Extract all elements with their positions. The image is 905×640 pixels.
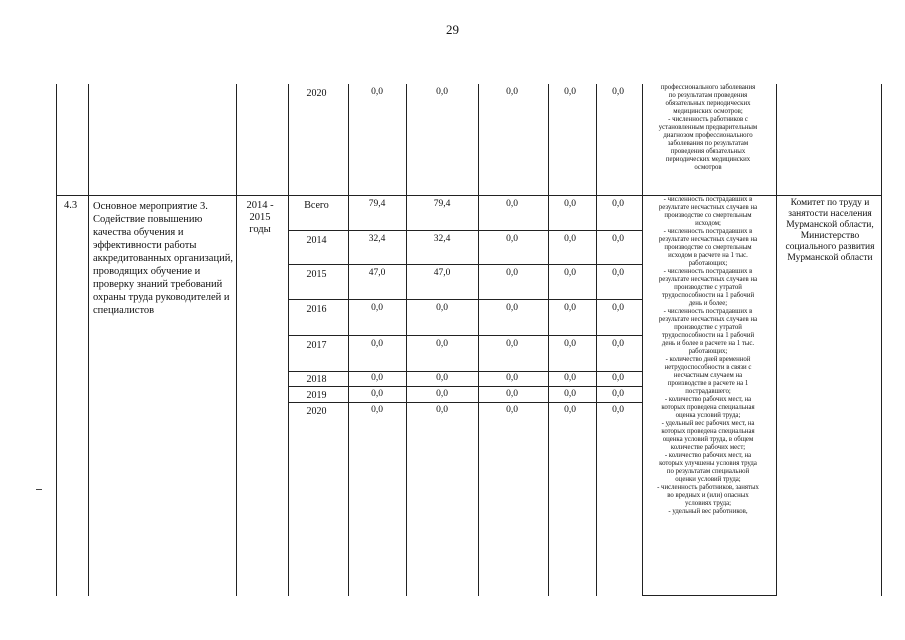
value-cell: 0,0 (436, 405, 448, 415)
period-label: годы (249, 224, 271, 235)
value-cell: 79,4 (368, 199, 386, 209)
value-cell: 32,4 (433, 234, 451, 244)
value-cell: 0,0 (436, 87, 448, 97)
col-border (776, 84, 777, 596)
value-cell: 47,0 (368, 268, 386, 278)
value-cell: 0,0 (371, 339, 383, 349)
year-label: Всего (304, 200, 329, 211)
program-table (56, 84, 882, 596)
col-border (236, 84, 237, 596)
value-cell: 0,0 (564, 339, 576, 349)
value-cell: 0,0 (371, 87, 383, 97)
value-cell: 0,0 (506, 389, 518, 399)
value-cell: 0,0 (564, 268, 576, 278)
year-separator (288, 386, 642, 387)
year-separator (288, 230, 642, 231)
col-border (406, 84, 407, 596)
value-cell: 0,0 (564, 303, 576, 313)
table-bottom (642, 595, 776, 596)
value-cell: 0,0 (506, 268, 518, 278)
value-cell: 0,0 (612, 268, 624, 278)
value-cell: 0,0 (564, 234, 576, 244)
indicators-text: - численность пострадавших в результате несчастных случаев на производстве со смертельным исходом; - численность пострадавших в результате несчастных случаев на производстве со смертельным исходом в расчете на 1 тыс. работающих; - численность пострадавших в результате несчастных случаев на производстве с утратой трудоспособности на 1 рабочий день и более; - численность пострадавших в результате несчастных случаев на производстве с утратой трудоспособности на 1 рабочий день и более в расчете на 1 тыс. работающих; - количество дней временной нетрудоспособности в связи с несчастным случаем на производстве в расчете на 1 пострадавшего; - количество рабочих мест, на которых проведена специальная оценка условий труда; - удельный вес рабочих мест, на которых проведена специальная оценка условий труда, в общем количестве рабочих мест; - количество рабочих мест, на которых улучшены условия труда по результатам специальной оценки условий труда; - численность работников, занятых во вредных и (или) опасных условиях труда; - удельный вес работников, (657, 196, 759, 515)
executor: Комитет по труду и занятости населения Мурманской области, Министерство социального развития Мурманской области (785, 198, 875, 263)
value-cell: 47,0 (433, 268, 451, 278)
col-border (88, 84, 89, 596)
value-cell: 0,0 (612, 389, 624, 399)
col-border (881, 84, 882, 596)
year-separator (288, 264, 642, 265)
value-cell: 0,0 (612, 87, 624, 97)
page-number: 29 (446, 22, 459, 37)
year-separator (288, 335, 642, 336)
period-start: 2014 - (246, 200, 274, 211)
value-cell: 0,0 (371, 389, 383, 399)
value-cell: 0,0 (564, 405, 576, 415)
value-cell: 0,0 (506, 303, 518, 313)
value-cell: 0,0 (506, 339, 518, 349)
col-border (348, 84, 349, 596)
value-cell: 0,0 (506, 234, 518, 244)
year-label: 2016 (306, 304, 327, 315)
value-cell: 0,0 (371, 405, 383, 415)
value-cell: 0,0 (564, 389, 576, 399)
value-cell: 0,0 (612, 234, 624, 244)
col-border (478, 84, 479, 596)
stray-mark (36, 489, 42, 490)
value-cell: 0,0 (371, 373, 383, 383)
value-cell: 0,0 (436, 373, 448, 383)
value-cell: 0,0 (564, 373, 576, 383)
year-label: 2015 (306, 269, 327, 280)
value-cell: 0,0 (564, 199, 576, 209)
period-end: 2015 (249, 212, 271, 223)
value-cell: 0,0 (506, 405, 518, 415)
value-cell: 0,0 (612, 199, 624, 209)
value-cell: 0,0 (371, 303, 383, 313)
year-separator (288, 299, 642, 300)
value-cell: 0,0 (612, 339, 624, 349)
year-separator (288, 371, 642, 372)
value-cell: 0,0 (506, 87, 518, 97)
value-cell: 0,0 (436, 303, 448, 313)
year-label: 2014 (306, 235, 327, 246)
value-cell: 0,0 (612, 373, 624, 383)
value-cell: 0,0 (436, 339, 448, 349)
value-cell: 79,4 (433, 199, 451, 209)
measure-title: Основное мероприятие 3. Содействие повышению качества обучения и эффективности работы аккредитованных организаций, проводящих обучение и проверку знаний требований охраны труда руководителей и специалистов (93, 201, 233, 316)
year-label: 2020 (306, 88, 327, 99)
value-cell: 0,0 (564, 87, 576, 97)
indicators-text: профессионального заболевания по результатам проведения обязательных периодических медицинских осмотров; - численность работников с установленным предварительным диагнозом профессионального заболевания по результатам проведения обязательных периодических медицинских осмотров (658, 84, 758, 171)
year-label: 2019 (306, 390, 327, 401)
value-cell: 0,0 (436, 389, 448, 399)
year-label: 2020 (306, 406, 327, 417)
period (236, 200, 284, 236)
value-cell: 0,0 (506, 373, 518, 383)
value-cell: 0,0 (612, 303, 624, 313)
year-separator (288, 402, 642, 403)
year-label: 2017 (306, 340, 327, 351)
row-number: 4.3 (64, 200, 78, 211)
year-label: 2018 (306, 374, 327, 385)
value-cell: 0,0 (612, 405, 624, 415)
value-cell: 32,4 (368, 234, 386, 244)
value-cell: 0,0 (506, 199, 518, 209)
col-border (56, 84, 57, 596)
